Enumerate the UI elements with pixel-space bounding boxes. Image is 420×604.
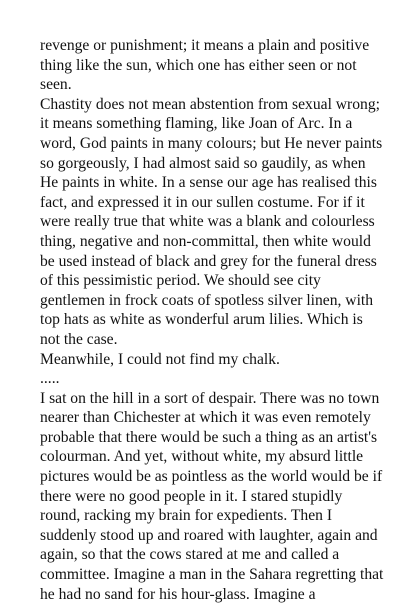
paragraph-hill: I sat on the hill in a sort of despair. There was no town nearer than Chichester at which it was even remotely probable that there would be such a thing as an artist's colourman. And yet, without white, my absurd little pictures would be as pointless as the world would be if there were no good people in it. I stared stupidly round, racking my brain for expedients. Then I suddenly stood up and roared with laughter, again and again, so that the cows stared at me and called a committee. Imagine a man in the Sahara regretting that he had no sand for his hour-glass. Imagine a — [40, 389, 384, 603]
paragraph-chalk: Meanwhile, I could not find my chalk. — [40, 350, 280, 368]
paragraph-chastity: Chastity does not mean abstention from sexual wrong; it means something flaming, like Joan of Arc. In a word, God paints in many colours; but He never paints so gorgeously, I had almost said so gaudily, as when He paints in white. In a sense our age has realised this fact, and expressed it in our sullen costume. For if it were really true that white was a blank and colourless thing, negative and non-committal, then white would be used instead of black and grey for the funeral dress of this pessimistic period. We should see city gentlemen in frock coats of spotless silver linen, with top hats as white as wonderful arum lilies. Which is not the case. — [40, 95, 383, 348]
document-page — [40, 36, 385, 604]
section-break: ..... — [40, 370, 60, 388]
paragraph-revenge: revenge or punishment; it means a plain and positive thing like the sun, which one has either seen or not seen. — [40, 37, 370, 94]
